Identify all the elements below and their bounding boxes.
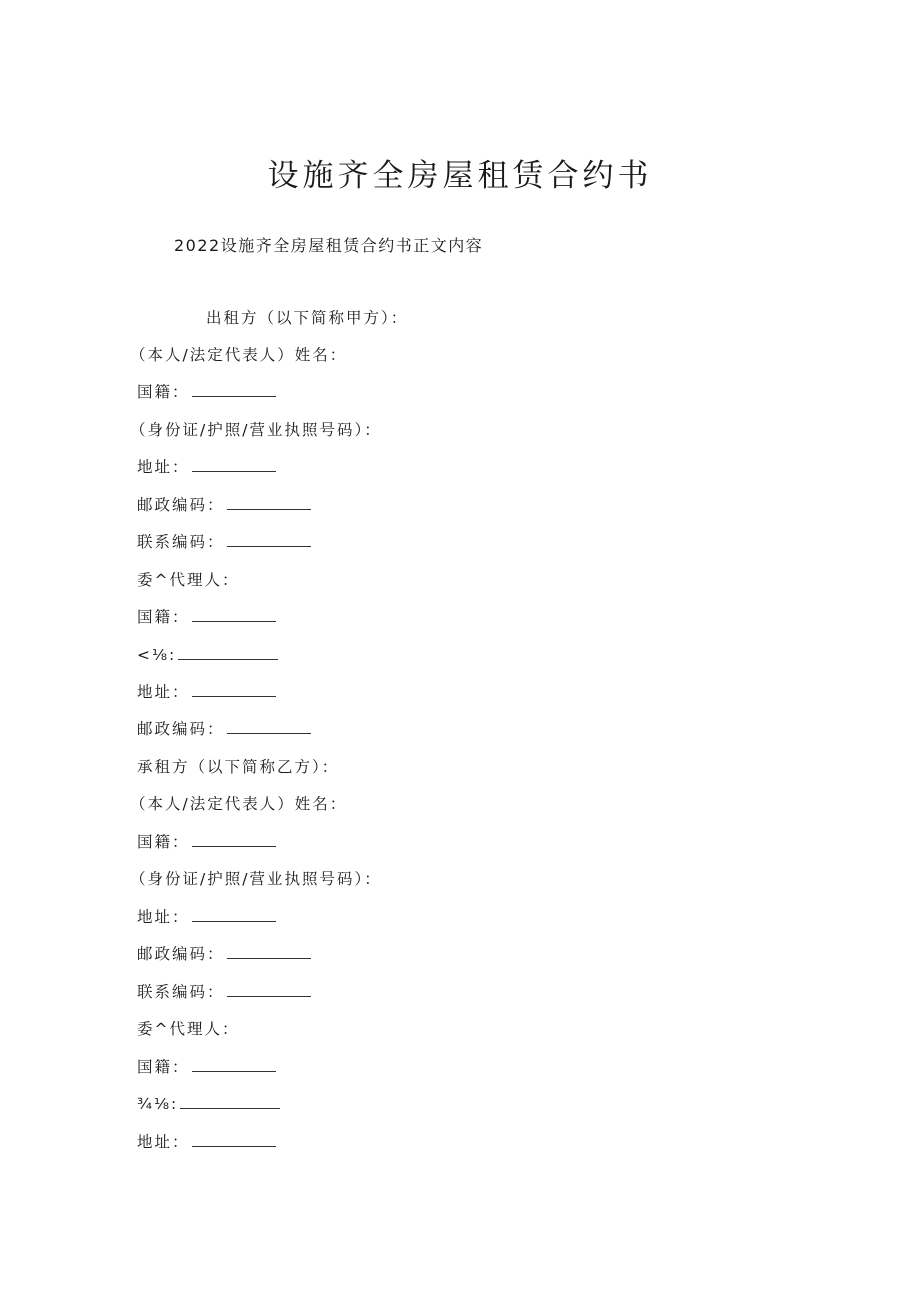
party-a-address-blank [192,456,276,472]
party-b-address-blank [192,906,276,922]
document-subtitle: 2022设施齐全房屋租赁合约书正文内容 [174,236,484,255]
party-b-agent-garbled-label: ¾⅛: [137,1095,179,1113]
party-a-agent-nationality-label: 国籍： [137,608,190,626]
party-b-agent-address-row [137,1131,276,1153]
party-b-contact-label: 联系编码： [137,983,225,1001]
party-a-agent-postcode-row [137,718,311,740]
party-a-agent-nationality-row [137,606,276,628]
party-b-nationality-row [137,831,276,853]
party-a-address-row [137,456,276,478]
party-a-agent-postcode-blank [227,718,311,734]
party-b-contact-blank [227,981,311,997]
party-b-id-label: （身份证/护照/营业执照号码）： [130,870,382,888]
party-b-agent-address-blank [192,1131,276,1147]
party-b-postcode-blank [227,943,311,959]
party-a-id-label: （身份证/护照/营业执照号码）： [130,421,382,439]
party-b-agent-label: 委^代理人： [137,1020,240,1038]
party-a-nationality-row [137,381,276,403]
party-b-contact-row [137,981,311,1003]
party-a-contact-row [137,531,311,553]
party-a-postcode-row [137,494,311,516]
party-b-agent-nationality-row [137,1056,276,1078]
party-b-agent-address-label: 地址： [137,1133,190,1151]
party-b-agent-garbled-row [137,1093,280,1115]
party-b-postcode-row [137,943,311,965]
party-a-agent-postcode-label: 邮政编码： [137,720,225,738]
party-a-name-label: （本人/法定代表人）姓名： [130,346,348,364]
party-b-nationality-label: 国籍： [137,833,190,851]
party-a-agent-garbled-blank [178,644,278,660]
party-b-postcode-label: 邮政编码： [137,945,225,963]
party-a-agent-address-row [137,681,276,703]
party-a-agent-address-blank [192,681,276,697]
document-title: 设施齐全房屋租赁合约书 [267,158,653,194]
party-b-heading: 承租方（以下简称乙方）： [137,758,340,776]
party-a-agent-garbled-label: <⅛: [137,646,177,664]
party-b-address-label: 地址： [137,908,190,926]
party-b-name-label: （本人/法定代表人）姓名： [130,795,348,813]
party-a-nationality-label: 国籍： [137,383,190,401]
party-b-agent-garbled-blank [180,1093,280,1109]
party-b-address-row [137,906,276,928]
party-b-nationality-blank [192,831,276,847]
party-b-agent-nationality-blank [192,1056,276,1072]
party-a-address-label: 地址： [137,458,190,476]
party-a-heading: 出租方（以下简称甲方）： [206,309,409,327]
party-a-agent-address-label: 地址： [137,683,190,701]
party-a-agent-nationality-blank [192,606,276,622]
party-a-agent-garbled-row [137,644,278,666]
party-a-contact-label: 联系编码： [137,533,225,551]
party-a-contact-blank [227,531,311,547]
party-a-nationality-blank [192,381,276,397]
party-b-agent-nationality-label: 国籍： [137,1058,190,1076]
party-a-postcode-blank [227,494,311,510]
party-a-postcode-label: 邮政编码： [137,496,225,514]
party-a-agent-label: 委^代理人： [137,571,240,589]
